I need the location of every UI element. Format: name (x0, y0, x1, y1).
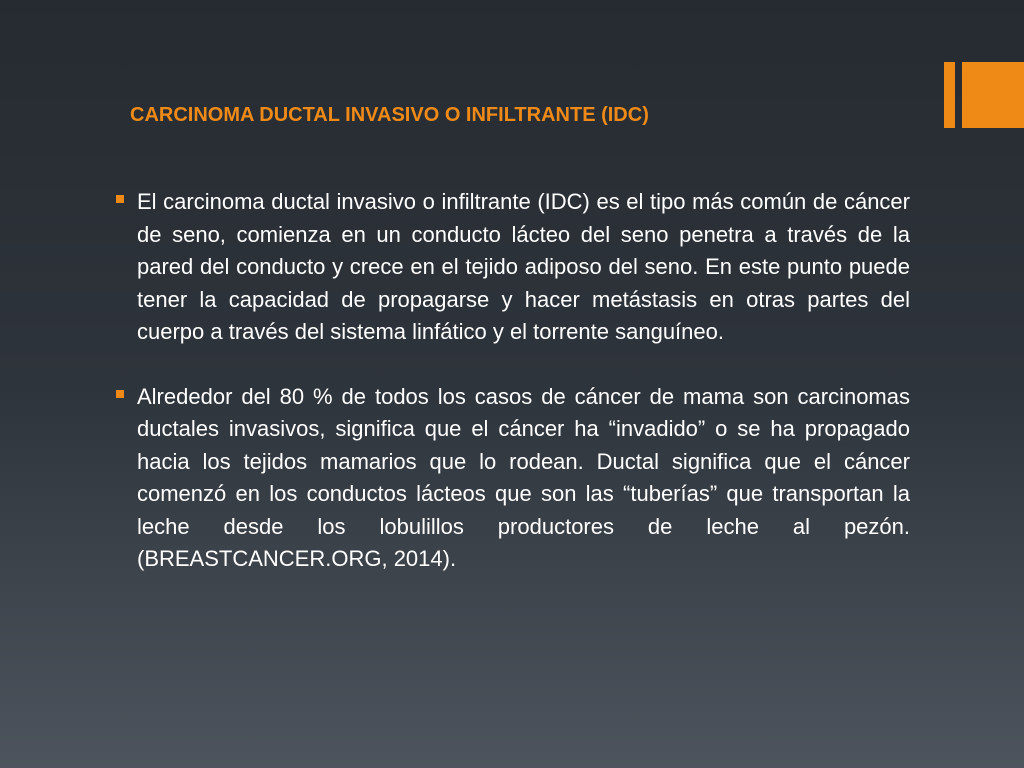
bullet-text: Alrededor del 80 % de todos los casos de cáncer de mama son carcinomas ductales invasivos, significa que el cáncer ha “invadido” o se ha propagado hacia los tejidos mamarios que lo rodean. Ductal significa que el cáncer comenzó en los conductos lácteos que son las “tuberías” que transportan la leche desde los lobulillos productores de leche al pezón. (BREASTCANCER.ORG, 2014). (137, 383, 910, 571)
square-bullet-icon (116, 390, 124, 398)
list-item (116, 186, 910, 349)
list-item (116, 381, 910, 576)
bullet-text: El carcinoma ductal invasivo o infiltrante (IDC) es el tipo más común de cáncer de seno, comienza en un conducto lácteo del seno penetra a través de la pared del conducto y crece en el tejido adiposo del seno. En este punto puede tener la capacidad de propagarse y hacer metástasis en otras partes del cuerpo a través del sistema linfático y el torrente sanguíneo. (137, 189, 910, 344)
logo-thin-bar (944, 62, 955, 128)
orange-bars-logo-icon (944, 62, 1024, 128)
square-bullet-icon (116, 195, 124, 203)
slide-title: CARCINOMA DUCTAL INVASIVO O INFILTRANTE (IDC) (130, 104, 649, 126)
bullet-list (116, 186, 910, 608)
logo-thick-bar (962, 62, 1024, 128)
